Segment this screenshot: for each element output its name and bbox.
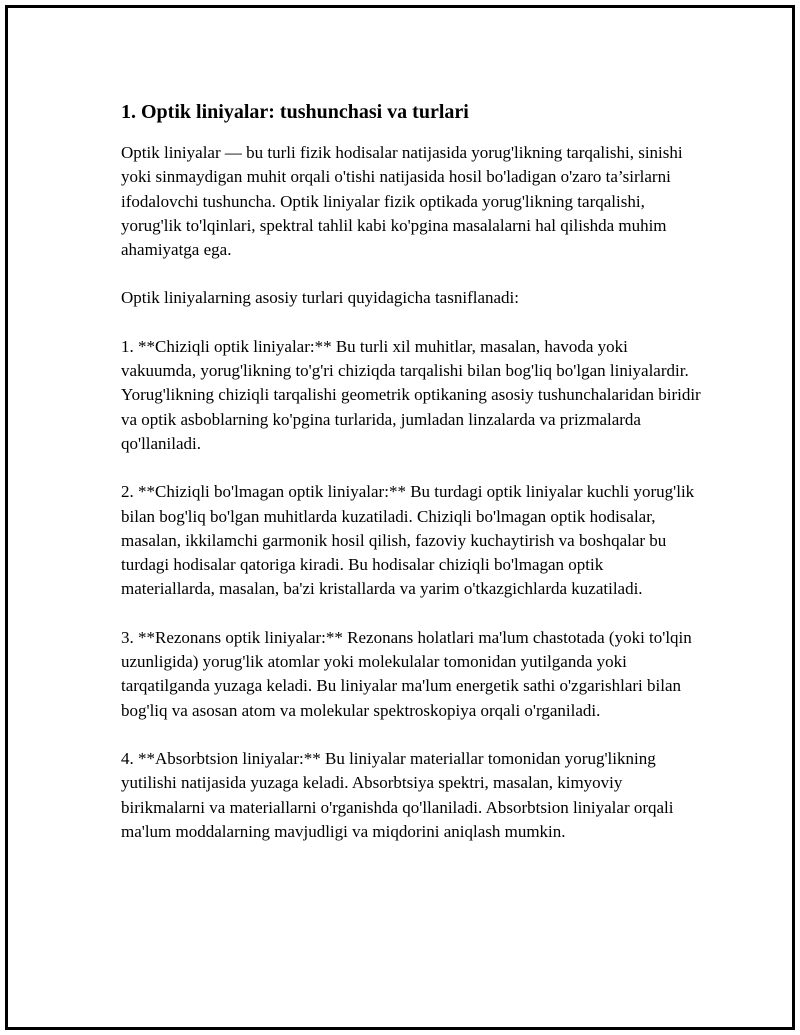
types-intro-paragraph: Optik liniyalarning asosiy turlari quyidagicha tasniflanadi:	[121, 288, 519, 308]
intro-paragraph: Optik liniyalar — bu turli fizik hodisalar natijasida yorug'likning tarqalishi, sinishi yoki sinmaydigan muhit orqali o'tishi natijasida hosil bo'ladigan o'zaro ta’sirlarni ifodalovchi tushuncha. Optik liniyalar fizik optikada yorug'likning tarqalishi, yorug'lik to'lqinlari, spektral tahlil kabi ko'pgina masalalarni hal qilishda muhim ahamiyatga ega.	[121, 143, 683, 260]
linear-lines-paragraph: 1. **Chiziqli optik liniyalar:** Bu turli xil muhitlar, masalan, havoda yoki vakuumda, yorug'likning to'g'ri chiziqda tarqalishi bilan bog'liq bo'lgan liniyalardir. Yorug'likning chiziqli tarqalishi geometrik optikaning asosiy tushunchalaridan biridir va optik asboblarning ko'pgina turlarida, jumladan linzalarda va prizmalarda qo'llaniladi.	[121, 336, 701, 453]
absorption-lines-paragraph: 4. **Absorbtsion liniyalar:** Bu liniyalar materiallar tomonidan yorug'likning yutilishi natijasida yuzaga keladi. Absorbtsiya spektri, masalan, kimyoviy birikmalarni va materiallarni o'rganishda qo'llaniladi. Absorbtsion liniyalar orqali ma'lum moddalarning mavjudligi va miqdorini aniqlash mumkin.	[121, 748, 674, 841]
document-page	[5, 5, 795, 1030]
nonlinear-lines-paragraph: 2. **Chiziqli bo'lmagan optik liniyalar:** Bu turdagi optik liniyalar kuchli yorug'lik bilan bog'liq bo'lgan muhitlarda kuzatiladi. Chiziqli bo'lmagan optik hodisalar, masalan, ikkilamchi garmonik hosil qilish, fazoviy kuchaytirish va boshqalar bu turdagi hodisalar qatoriga kiradi. Bu hodisalar chiziqli bo'lmagan optik materiallarda, masalan, ba'zi kristallarda va yarim o'tkazgichlarda kuzatiladi.	[121, 482, 695, 599]
resonance-lines-paragraph: 3. **Rezonans optik liniyalar:** Rezonans holatlari ma'lum chastotada (yoki to'lqin uzunligida) yorug'lik atomlar yoki molekulalar tomonidan yutilganda yoki tarqatilganda yuzaga keladi. Bu liniyalar ma'lum energetik sathi o'zgarishlari bilan bog'liq va asosan atom va molekular spektroskopiya orqali o'rganiladi.	[121, 627, 692, 720]
section-heading: 1. Optik liniyalar: tushunchasi va turlari	[121, 101, 469, 123]
document-body	[121, 98, 701, 868]
